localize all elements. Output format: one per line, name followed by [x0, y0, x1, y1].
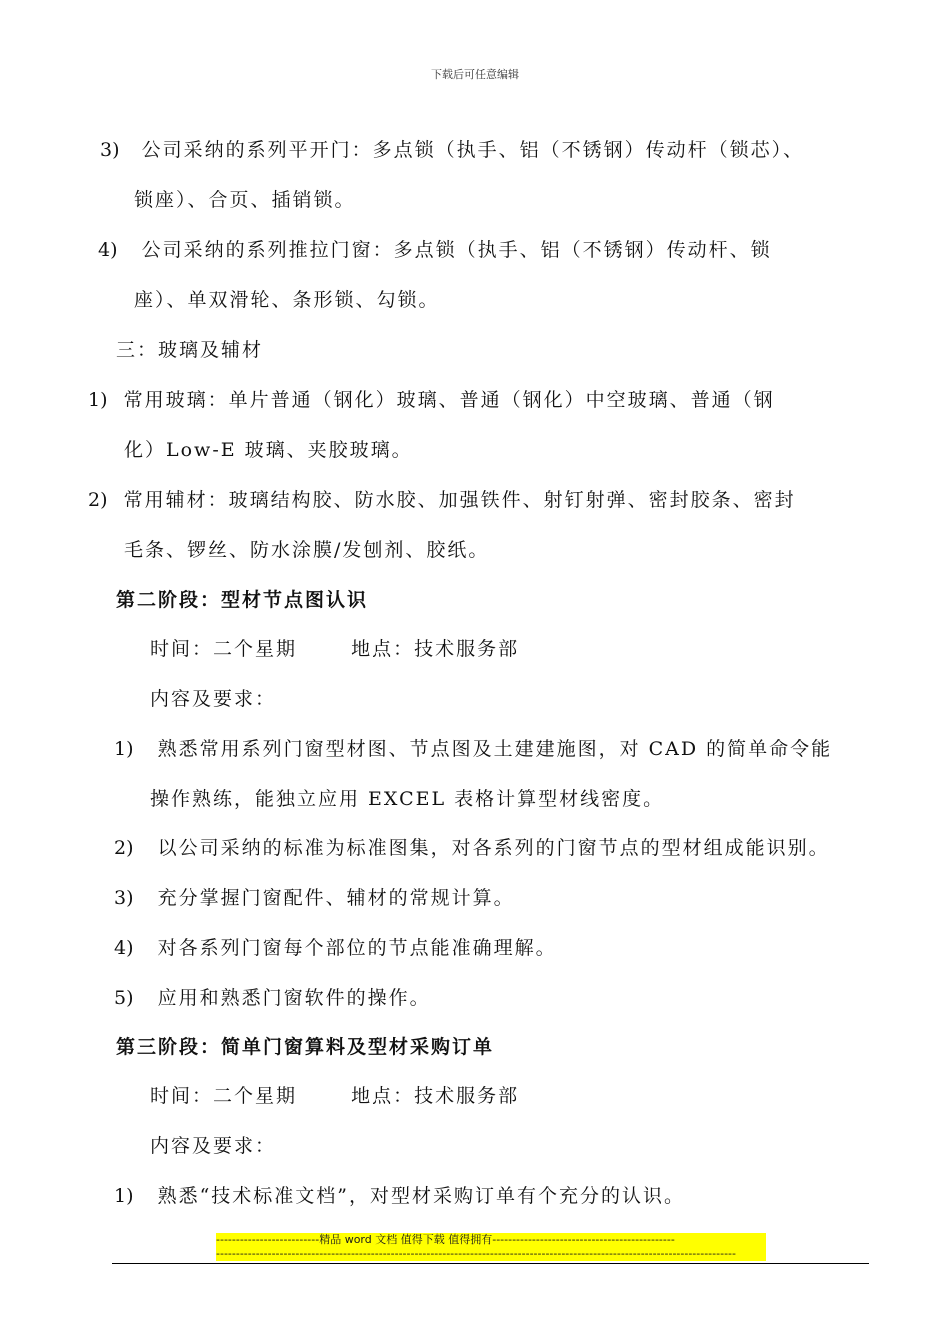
list-item-continuation: 锁座）、合页、插销锁。 — [134, 189, 356, 211]
list-item — [114, 986, 431, 1010]
item-number: 3) — [100, 139, 120, 161]
item-text: 常用辅材：玻璃结构胶、防水胶、加强铁件、射钉射弹、密封胶条、密封 — [123, 489, 796, 511]
item-text: 公司采纳的系列推拉门窗：多点锁（执手、铝（不锈钢）传动杆、锁 — [141, 239, 772, 261]
list-item-continuation: 化）Low-E 玻璃、夹胶玻璃。 — [124, 439, 413, 461]
list-item — [114, 1184, 685, 1208]
time-location-row — [150, 1084, 519, 1108]
item-number: 3) — [114, 887, 134, 909]
time-location-row — [150, 637, 519, 661]
item-text: 充分掌握门窗配件、辅材的常规计算。 — [157, 887, 515, 909]
item-text: 以公司采纳的标准为标准图集，对各系列的门窗节点的型材组成能识别。 — [157, 837, 830, 859]
location-label: 地点：技术服务部 — [351, 638, 520, 660]
item-number: 1) — [114, 738, 134, 760]
page-header: 下载后可任意编辑 — [431, 68, 519, 81]
item-number: 1) — [114, 1185, 134, 1207]
time-label: 时间：二个星期 — [150, 1085, 298, 1107]
list-item-continuation: 操作熟练，能独立应用 EXCEL 表格计算型材线密度。 — [150, 788, 665, 810]
list-item-continuation: 毛条、锣丝、防水涂膜/发刨剂、胶纸。 — [124, 539, 490, 561]
list-item — [100, 138, 804, 162]
stage-heading: 第三阶段：简单门窗算料及型材采购订单 — [116, 1036, 495, 1058]
list-item — [114, 836, 830, 860]
item-text: 应用和熟悉门窗软件的操作。 — [157, 987, 431, 1009]
item-number: 1) — [88, 389, 108, 411]
time-label: 时间：二个星期 — [150, 638, 298, 660]
list-item-continuation: 座）、单双滑轮、条形锁、勾锁。 — [134, 289, 440, 311]
item-number: 4) — [98, 239, 118, 261]
section-heading: 三：玻璃及辅材 — [116, 339, 264, 361]
list-item — [114, 936, 557, 960]
item-number: 2) — [114, 837, 134, 859]
item-number: 5) — [114, 987, 134, 1009]
footer-rule — [112, 1263, 869, 1264]
requirements-label: 内容及要求： — [150, 1135, 277, 1157]
list-item — [114, 737, 832, 761]
list-item — [88, 488, 796, 512]
item-text: 公司采纳的系列平开门：多点锁（执手、铝（不锈钢）传动杆（锁芯）、 — [141, 139, 805, 161]
item-text: 常用玻璃：单片普通（钢化）玻璃、普通（钢化）中空玻璃、普通（钢 — [123, 389, 775, 411]
list-item — [88, 388, 775, 412]
item-number: 2) — [88, 489, 108, 511]
footer-dashes: ----------------------------------------------------------------------------------------------------------------------------------- — [216, 1247, 766, 1261]
location-label: 地点：技术服务部 — [351, 1085, 520, 1107]
item-number: 4) — [114, 937, 134, 959]
stage-heading: 第二阶段：型材节点图认识 — [116, 589, 369, 611]
footer-banner: --------------------------精品 word 文档 值得下载 值得拥有---------------------------------------------- — [216, 1233, 766, 1247]
requirements-label: 内容及要求： — [150, 688, 277, 710]
list-item — [98, 238, 772, 262]
item-text: 熟悉常用系列门窗型材图、节点图及土建建施图，对 CAD 的简单命令能 — [157, 738, 833, 760]
item-text: 熟悉“技术标准文档”，对型材采购订单有个充分的认识。 — [157, 1185, 685, 1207]
list-item — [114, 886, 515, 910]
item-text: 对各系列门窗每个部位的节点能准确理解。 — [157, 937, 557, 959]
